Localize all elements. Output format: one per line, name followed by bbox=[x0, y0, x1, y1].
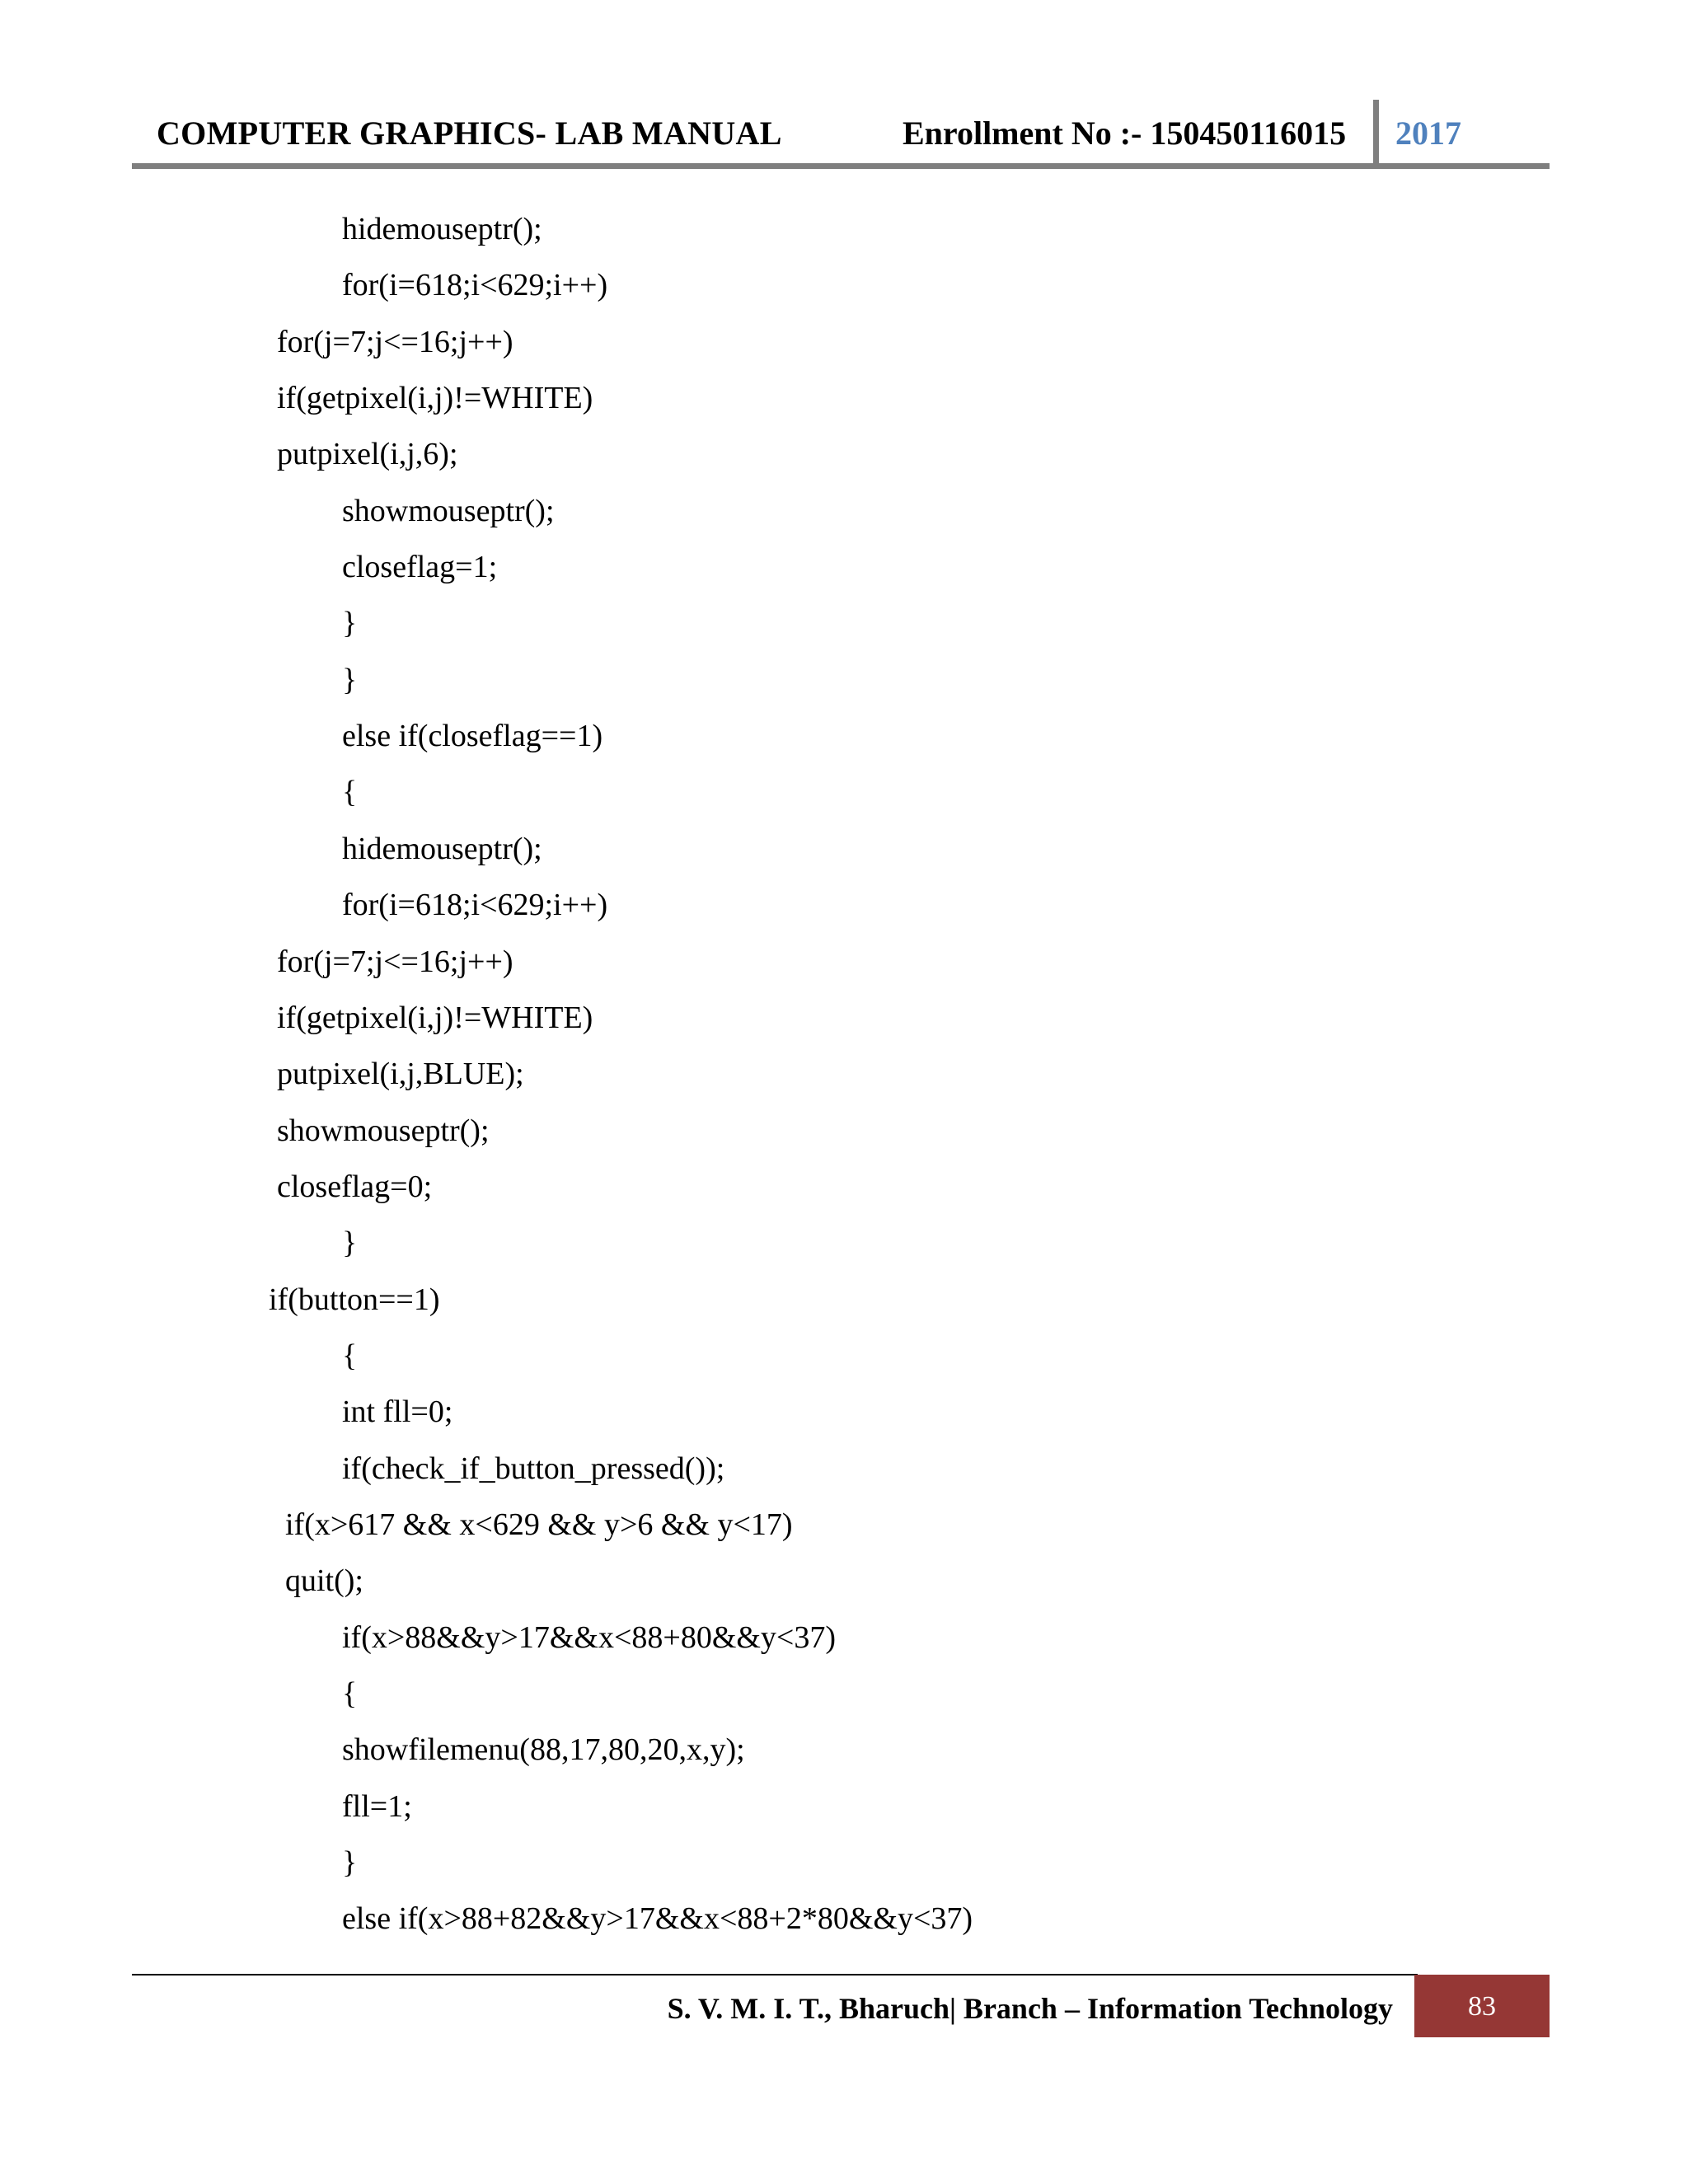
code-line: if(x>617 && x<629 && y>6 && y<17) bbox=[285, 1507, 793, 1542]
header-title: COMPUTER GRAPHICS- LAB MANUAL bbox=[157, 115, 782, 152]
code-line: if(x>88&&y>17&&x<88+80&&y<37) bbox=[342, 1620, 837, 1655]
code-line: for(i=618;i<629;i++) bbox=[342, 888, 608, 922]
code-line: else if(x>88+82&&y>17&&x<88+2*80&&y<37) bbox=[342, 1901, 973, 1936]
code-line: } bbox=[342, 1226, 358, 1260]
code-line: { bbox=[342, 1676, 358, 1711]
code-line: putpixel(i,j,BLUE); bbox=[277, 1057, 524, 1091]
code-line: for(j=7;j<=16;j++) bbox=[277, 944, 513, 979]
code-line: closeflag=0; bbox=[277, 1169, 433, 1204]
code-line: showmouseptr(); bbox=[342, 494, 555, 528]
code-line: if(getpixel(i,j)!=WHITE) bbox=[277, 1001, 593, 1035]
code-line: int fll=0; bbox=[342, 1394, 453, 1429]
code-line: closeflag=1; bbox=[342, 550, 498, 584]
code-line: if(check_if_button_pressed()); bbox=[342, 1451, 725, 1486]
code-line: hidemouseptr(); bbox=[342, 832, 542, 866]
footer-institution: S. V. M. I. T., Bharuch| Branch – Information Technology bbox=[667, 1992, 1393, 2025]
code-line: else if(closeflag==1) bbox=[342, 719, 603, 753]
code-line: for(j=7;j<=16;j++) bbox=[277, 325, 513, 359]
code-line: { bbox=[342, 1338, 358, 1373]
code-line: { bbox=[342, 775, 358, 809]
code-line: putpixel(i,j,6); bbox=[277, 437, 458, 471]
header-separator bbox=[1373, 100, 1379, 166]
code-line: hidemouseptr(); bbox=[342, 212, 542, 246]
code-line: fll=1; bbox=[342, 1789, 412, 1824]
footer-rule bbox=[132, 1974, 1418, 1975]
page-number-box bbox=[1414, 1975, 1550, 2037]
code-line: showfilemenu(88,17,80,20,x,y); bbox=[342, 1732, 745, 1767]
page-number: 83 bbox=[1468, 1991, 1496, 2022]
header-enrollment: Enrollment No :- 150450116015 bbox=[903, 115, 1347, 152]
code-line: } bbox=[342, 1845, 358, 1880]
code-line: for(i=618;i<629;i++) bbox=[342, 268, 608, 302]
page-header bbox=[132, 97, 1550, 168]
code-line: } bbox=[342, 606, 358, 640]
code-line: if(getpixel(i,j)!=WHITE) bbox=[277, 381, 593, 415]
header-year: 2017 bbox=[1395, 115, 1461, 152]
header-rule bbox=[132, 163, 1550, 169]
code-line: if(button==1) bbox=[269, 1282, 440, 1317]
code-line: showmouseptr(); bbox=[277, 1113, 490, 1148]
code-line: } bbox=[342, 663, 358, 697]
code-line: quit(); bbox=[285, 1563, 363, 1598]
